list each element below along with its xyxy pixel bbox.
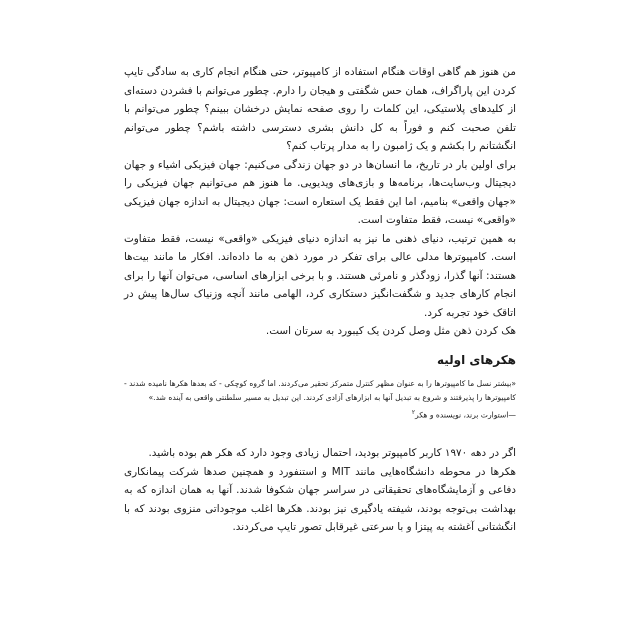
document-body [124,63,516,537]
body-paragraph: من هنوز هم گاهی اوقات هنگام استفاده از کامپیوتر، حتی هنگام انجام کاری به سادگی تایپ کردن این پاراگراف، همان حس شگفتی و هیجان را دارم. چطور می‌توانم با فشردن دسته‌ای از کلیدهای پلاستیکی، این کلمات را روی صفحه نمایش درخشان ببینم؟ چطور می‌توانم با تلفن صحبت کنم و فوراً به کل دانش بشری دسترسی داشته باشم؟ چطور می‌توانم انگشتانم را بکشم و یک ژامبون را به مدار پرتاب کنم؟ [124,66,516,152]
body-paragraph: هک کردن ذهن مثل وصل کردن یک کیبورد به سرتان است. [265,325,516,337]
body-paragraph: هکرها در محوطه دانشگاه‌هایی مانند MIT و استنفورد و همچنین صدها شرکت پیمانکاری دفاعی و آزمایشگاه‌های تحقیقاتی در سراسر جهان شکوفا شدند. آنها به همان اندازه که به بهداشت بی‌توجه بودند، شیفته یادگیری نیز بودند. هکرها اغلب موجوداتی منزوی بودند که با انگشتانی آغشته به پیتزا و با سرعتی غیرقابل تصور تایپ می‌کردند. [124,465,516,534]
footnote-marker: ۲ [411,408,416,416]
section-heading: هکرهای اولیه [436,352,516,367]
block-quote: «بیشتر نسل ما کامپیوترها را به عنوان مظهر کنترل متمرکز تحقیر می‌کردند. اما گروه کوچکی - که بعدها هکرها نامیده شدند - کامپیوترها را پذیرفتند و شروع به تبدیل آنها به ابزارهای آزادی کردند. این تبدیل به مسیر سلطنتی واقعی به آینده شد.» [124,378,516,402]
quote-attribution [124,406,516,423]
body-paragraph: برای اولین بار در تاریخ، ما انسان‌ها در دو جهان زندگی می‌کنیم: جهان فیزیکی اشیاء و جهان دیجیتال وب‌سایت‌ها، برنامه‌ها و بازی‌های ویدیویی. ما هنوز هم می‌توانیم جهان فیزیکی را «جهان واقعی» بنامیم، اما این فقط یک استعاره است: جهان دیجیتال به اندازه جهان فیزیکی «واقعی» نیست، فقط متفاوت است. [124,158,516,226]
body-paragraph: به همین ترتیب، دنیای ذهنی ما نیز به اندازه دنیای فیزیکی «واقعی» نیست، فقط متفاوت است. کامپیوترها مدلی عالی برای تفکر در مورد ذهن به ما داده‌اند. افکار ما مانند بیت‌ها هستند: آنها گذرا، زودگذر و نامرئی هستند. و با برخی ابزارهای اساسی، می‌توان آنها را برای انجام کارهای جدید و شگفت‌انگیز دستکاری کرد، الهامی مانند آنچه وزنیاک سال‌ها پیش در اتاقک خود تجربه کرد. [124,232,516,319]
body-paragraph: اگر در دهه ۱۹۷۰ کاربر کامپیوتر بودید، احتمال زیادی وجود دارد که هکر هم بوده باشید. [148,447,516,460]
attribution-text: —استوارت برند، نویسنده و هکر [415,410,516,420]
